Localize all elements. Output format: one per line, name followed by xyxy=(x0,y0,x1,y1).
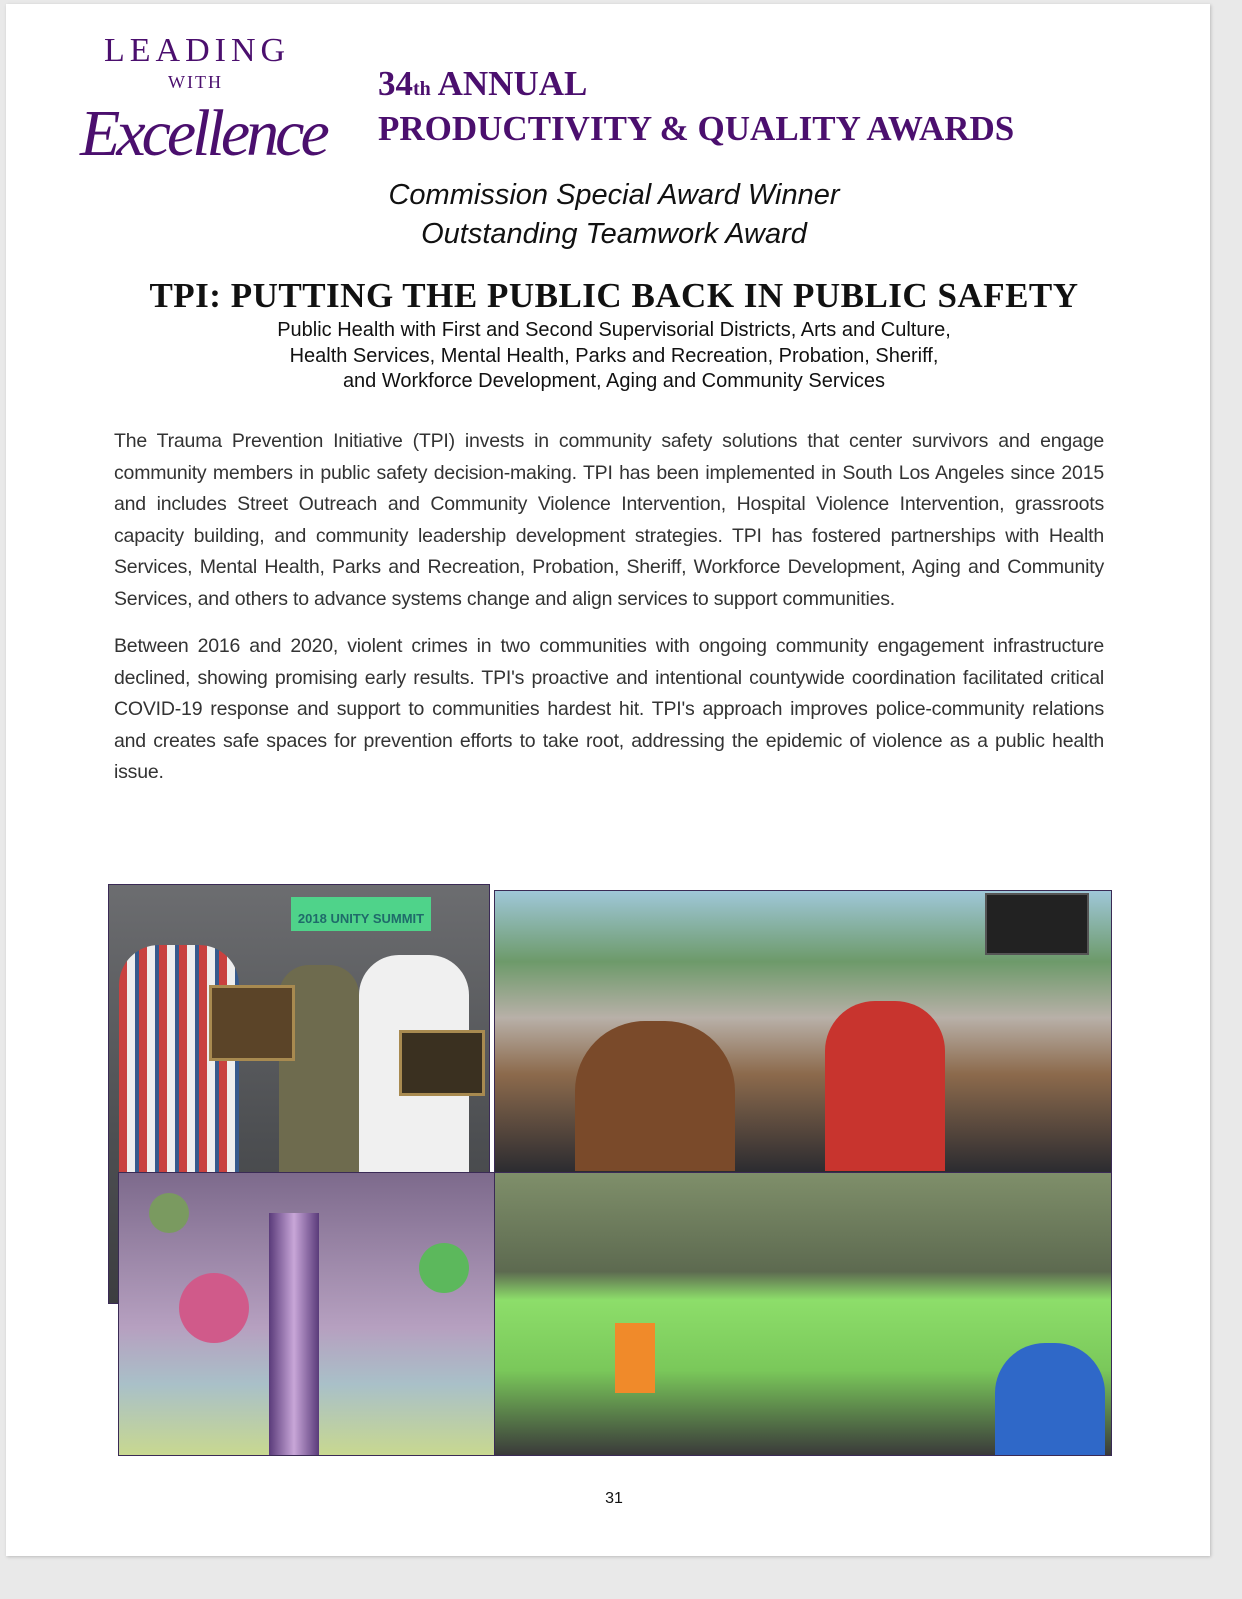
document-page xyxy=(6,4,1210,1556)
award-name: Outstanding Teamwork Award xyxy=(421,218,807,250)
body-paragraph: The Trauma Prevention Initiative (TPI) invests in community safety solutions that center survivors and engage community members in public safety decision-making. TPI has been implemented in South Los Angeles since 2015 and includes Street Outreach and Community Violence Intervention, Hospital Violence Intervention, grassroots capacity building, and community leadership development strategies. TPI has fostered partnerships with Health Services, Mental Health, Parks and Recreation, Probation, Sheriff, Workforce Development, Aging and Community Services, and others to advance systems change and align services to support communities. xyxy=(114,430,1104,610)
awards-name: PRODUCTIVITY & QUALITY AWARDS xyxy=(378,109,1015,148)
edition-suffix: th xyxy=(413,78,431,100)
awards-heading xyxy=(378,64,1014,149)
award-category: Commission Special Award Winner xyxy=(388,179,840,211)
page-number: 31 xyxy=(605,1490,623,1507)
unity-summit-banner: 2018 UNITY SUMMIT xyxy=(291,897,431,931)
logo-with: WITH xyxy=(168,72,223,92)
agencies-line: Public Health with First and Second Supervisorial Districts, Arts and Culture, xyxy=(277,319,951,341)
edition-number: 34 xyxy=(378,64,413,103)
body-paragraph: Between 2016 and 2020, violent crimes in two communities with ongoing community engagement infrastructure declined, showing promising early results. TPI's proactive and intentional countywide coordination facilitated critical COVID-19 response and support to communities hardest hit. TPI's approach improves police-community relations and creates safe spaces for prevention efforts to take root, addressing the epidemic of violence as a public health issue. xyxy=(114,635,1104,783)
group-photo xyxy=(494,1172,1112,1456)
meeting-photo xyxy=(494,890,1112,1174)
logo-leading: LEADING xyxy=(104,32,291,69)
logo-excellence: Excellence xyxy=(80,97,326,170)
agencies-line: and Workforce Development, Aging and Community Services xyxy=(342,370,886,392)
body-text xyxy=(114,426,1104,805)
photo-collage xyxy=(108,884,1106,1452)
agencies-list xyxy=(6,318,1222,395)
leading-with-excellence-logo xyxy=(76,32,366,178)
page-title: TPI: PUTTING THE PUBLIC BACK IN PUBLIC SAFETY xyxy=(149,276,1079,315)
tree-mural-photo xyxy=(118,1172,496,1456)
annual-label: ANNUAL xyxy=(430,64,588,103)
agencies-line: Health Services, Mental Health, Parks and Recreation, Probation, Sheriff, xyxy=(289,344,939,367)
